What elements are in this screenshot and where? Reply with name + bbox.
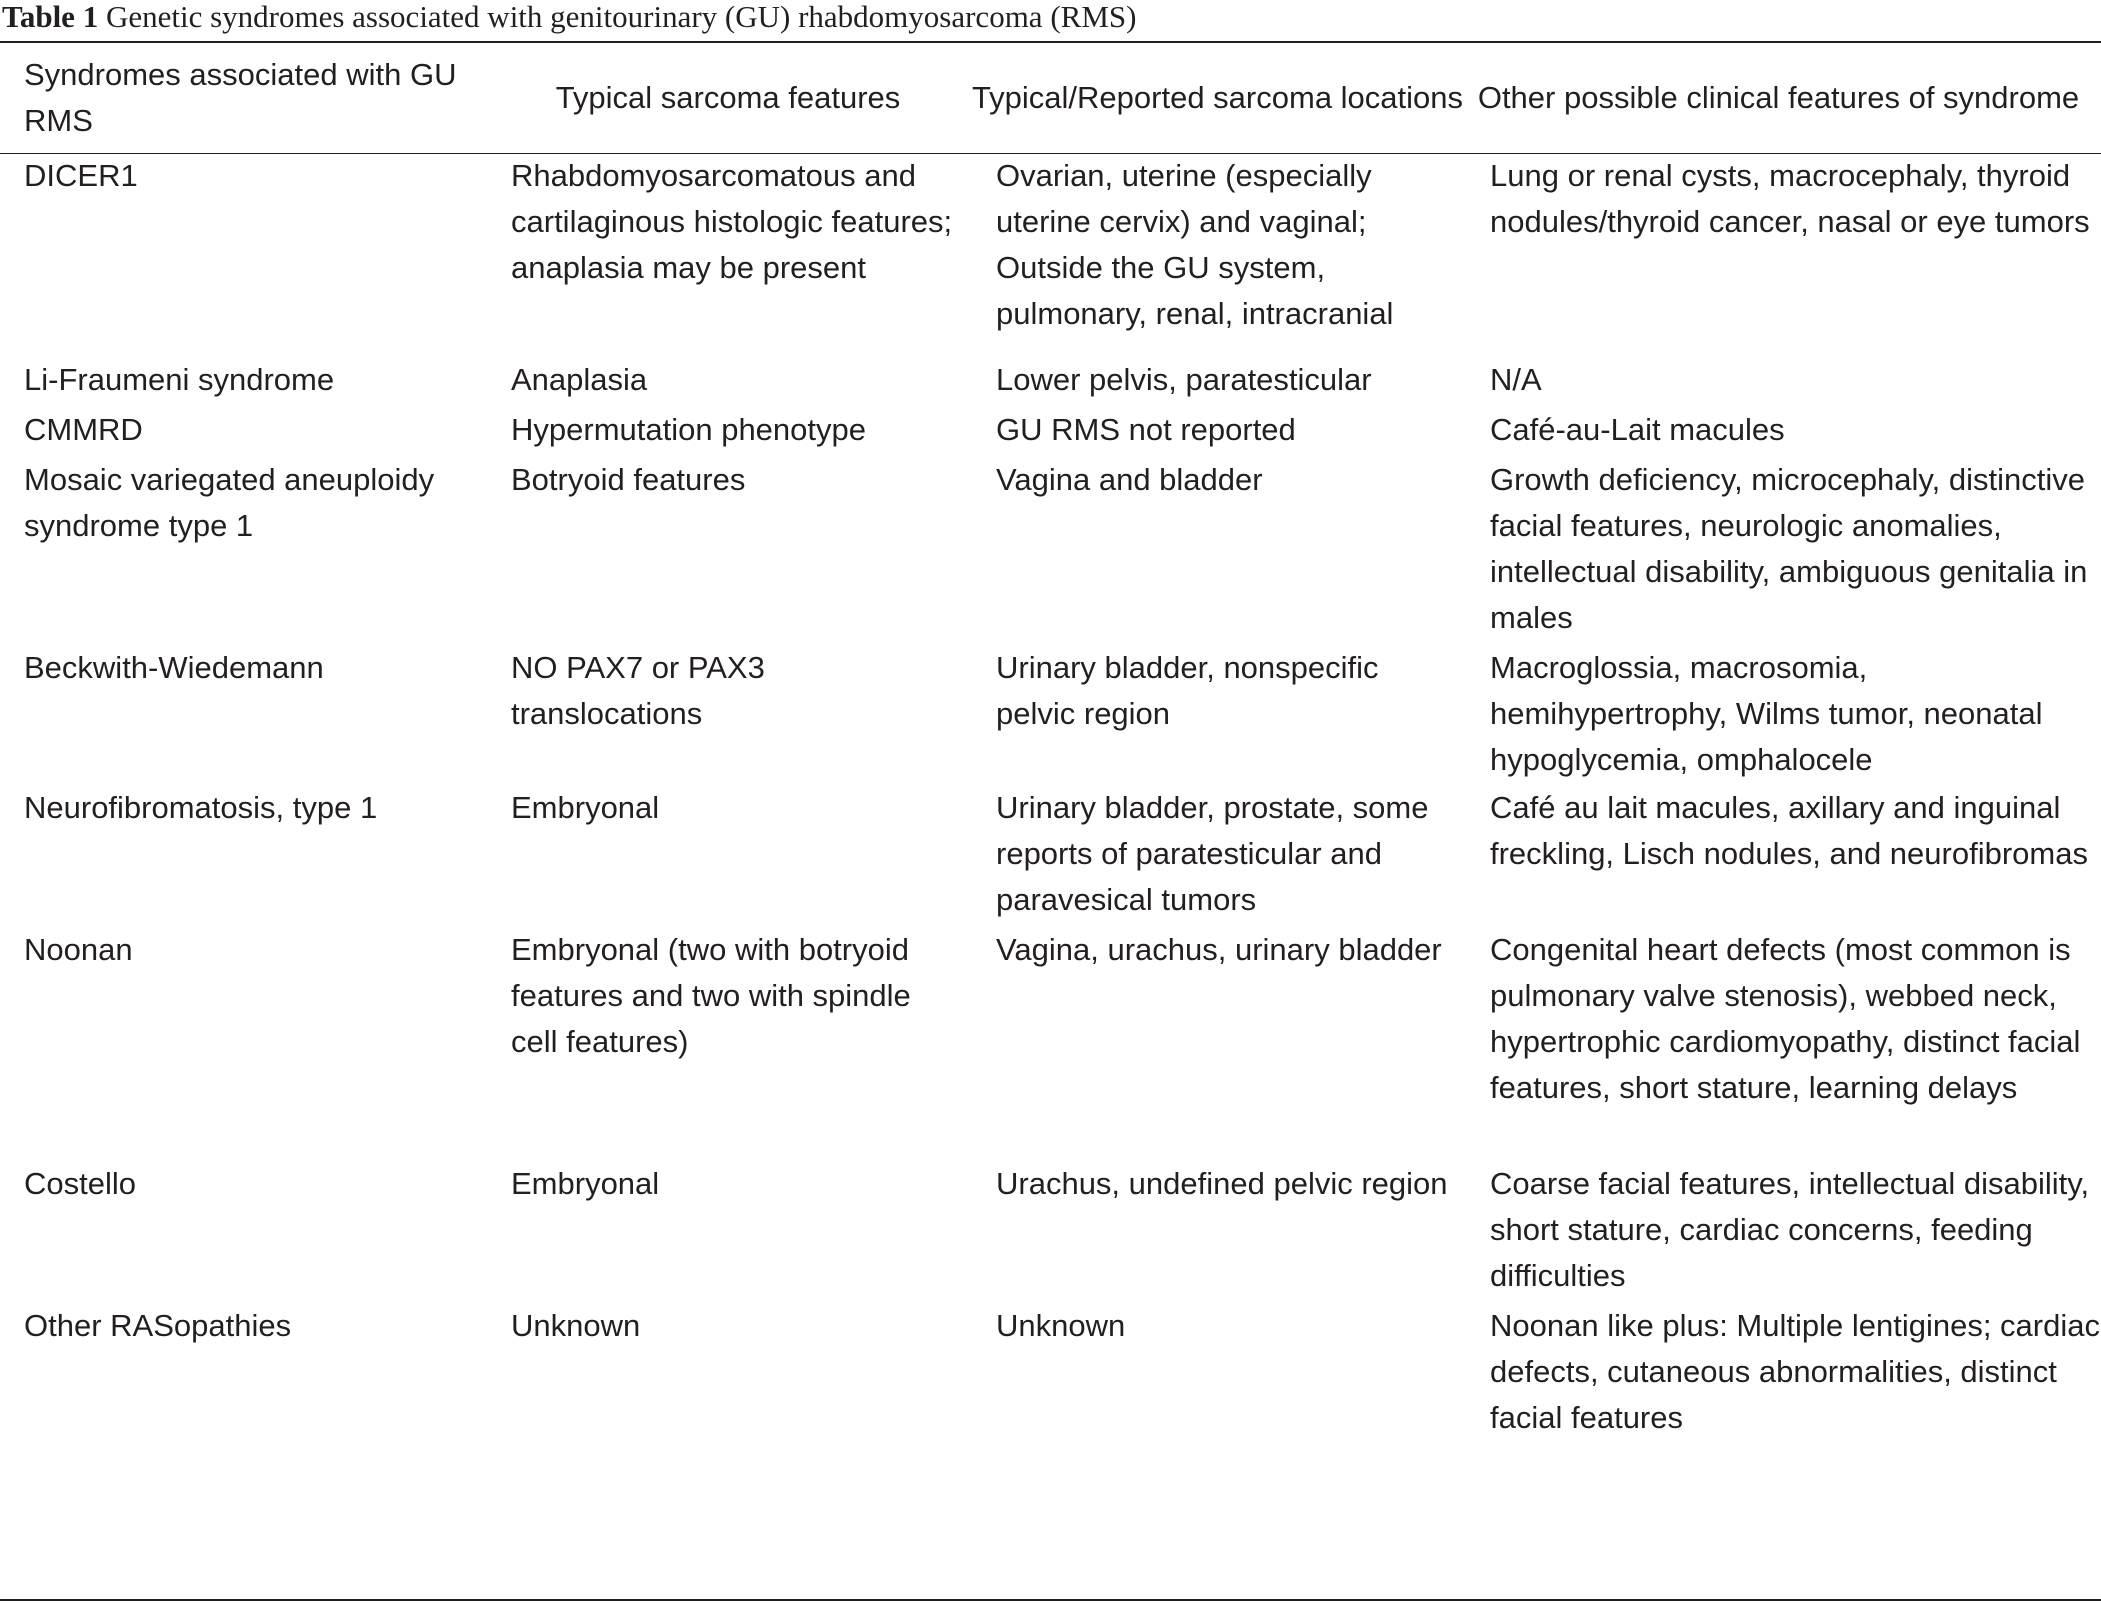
table-caption-label: Table 1 — [2, 0, 99, 34]
cell-sarcoma-features: NO PAX7 or PAX3 translocations — [511, 650, 765, 731]
header-row — [0, 43, 2101, 153]
table-row — [0, 407, 2101, 457]
cell-syndrome: Li-Fraumeni syndrome — [24, 362, 335, 397]
table-row — [0, 785, 2101, 927]
cell-sarcoma-locations: GU RMS not reported — [996, 412, 1296, 447]
table-row — [0, 1161, 2101, 1303]
cell-clinical-features: Café-au-Lait macules — [1490, 412, 1785, 447]
cell-syndrome: Other RASopathies — [24, 1308, 292, 1343]
cell-sarcoma-features: Botryoid features — [511, 462, 746, 497]
table-row — [0, 1303, 2101, 1443]
table-bottom-rule — [0, 1599, 2101, 1601]
cell-syndrome: Noonan — [24, 932, 133, 967]
table-row — [0, 457, 2101, 645]
cell-sarcoma-locations: Urinary bladder, nonspecific pelvic region — [996, 650, 1379, 731]
cell-syndrome: CMMRD — [24, 412, 143, 447]
cell-clinical-features: N/A — [1490, 362, 1542, 397]
cell-clinical-features: Café au lait macules, axillary and inguinal freckling, Lisch nodules, and neurofibromas — [1490, 790, 2088, 871]
cell-sarcoma-features: Unknown — [511, 1308, 641, 1343]
cell-sarcoma-locations: Unknown — [996, 1308, 1126, 1343]
cell-clinical-features: Growth deficiency, microcephaly, distinctive facial features, neurologic anomalies, intellectual disability, ambiguous genitalia in males — [1490, 462, 2088, 635]
cell-syndrome: Neurofibromatosis, type 1 — [24, 790, 378, 825]
cell-sarcoma-locations: Ovarian, uterine (especially uterine cervix) and vaginal; Outside the GU system, pulmonary, renal, intracranial — [996, 158, 1394, 331]
cell-sarcoma-features: Rhabdomyosarcomatous and cartilaginous histologic features; anaplasia may be present — [511, 158, 953, 285]
cell-sarcoma-locations: Vagina and bladder — [996, 462, 1263, 497]
header-sarcoma-locations: Typical/Reported sarcoma locations — [971, 80, 1464, 115]
cell-sarcoma-features: Embryonal — [511, 790, 660, 825]
table-row — [0, 927, 2101, 1161]
cell-sarcoma-features: Embryonal — [511, 1166, 660, 1201]
table-header — [0, 43, 2101, 153]
cell-clinical-features: Lung or renal cysts, macrocephaly, thyroid nodules/thyroid cancer, nasal or eye tumors — [1490, 158, 2090, 239]
cell-clinical-features: Noonan like plus: Multiple lentigines; cardiac defects, cutaneous abnormalities, distinct facial features — [1490, 1308, 2100, 1435]
cell-sarcoma-locations: Lower pelvis, paratesticular — [996, 362, 1372, 397]
table-body — [0, 153, 2101, 1443]
cell-clinical-features: Coarse facial features, intellectual disability, short stature, cardiac concerns, feeding difficulties — [1490, 1166, 2090, 1293]
cell-sarcoma-locations: Urinary bladder, prostate, some reports of paratesticular and paravesical tumors — [996, 790, 1429, 917]
cell-sarcoma-locations: Vagina, urachus, urinary bladder — [996, 932, 1442, 967]
cell-syndrome: Costello — [24, 1166, 136, 1201]
cell-sarcoma-features: Anaplasia — [511, 362, 648, 397]
cell-clinical-features: Macroglossia, macrosomia, hemihypertrophy, Wilms tumor, neonatal hypoglycemia, omphalocele — [1490, 650, 2043, 777]
table-row — [0, 153, 2101, 357]
table-caption — [2, 0, 1136, 38]
cell-clinical-features: Congenital heart defects (most common is pulmonary valve stenosis), webbed neck, hypertrophic cardiomyopathy, distinct facial features, short stature, learning delays — [1490, 932, 2081, 1105]
cell-syndrome: Beckwith-Wiedemann — [24, 650, 324, 685]
cell-sarcoma-features: Hypermutation phenotype — [511, 412, 867, 447]
header-clinical-features: Other possible clinical features of syndrome — [1477, 80, 2080, 115]
header-syndromes: Syndromes associated with GU RMS — [24, 57, 457, 138]
table-row — [0, 645, 2101, 785]
cell-syndrome: DICER1 — [24, 158, 138, 193]
cell-sarcoma-features: Embryonal (two with botryoid features and two with spindle cell features) — [511, 932, 911, 1059]
cell-sarcoma-locations: Urachus, undefined pelvic region — [996, 1166, 1448, 1201]
header-sarcoma-features: Typical sarcoma features — [555, 80, 901, 115]
syndromes-table — [0, 43, 2101, 1443]
cell-syndrome: Mosaic variegated aneuploidy syndrome type 1 — [24, 462, 435, 543]
table-row — [0, 357, 2101, 407]
table-caption-text: Genetic syndromes associated with genitourinary (GU) rhabdomyosarcoma (RMS) — [105, 0, 1137, 34]
